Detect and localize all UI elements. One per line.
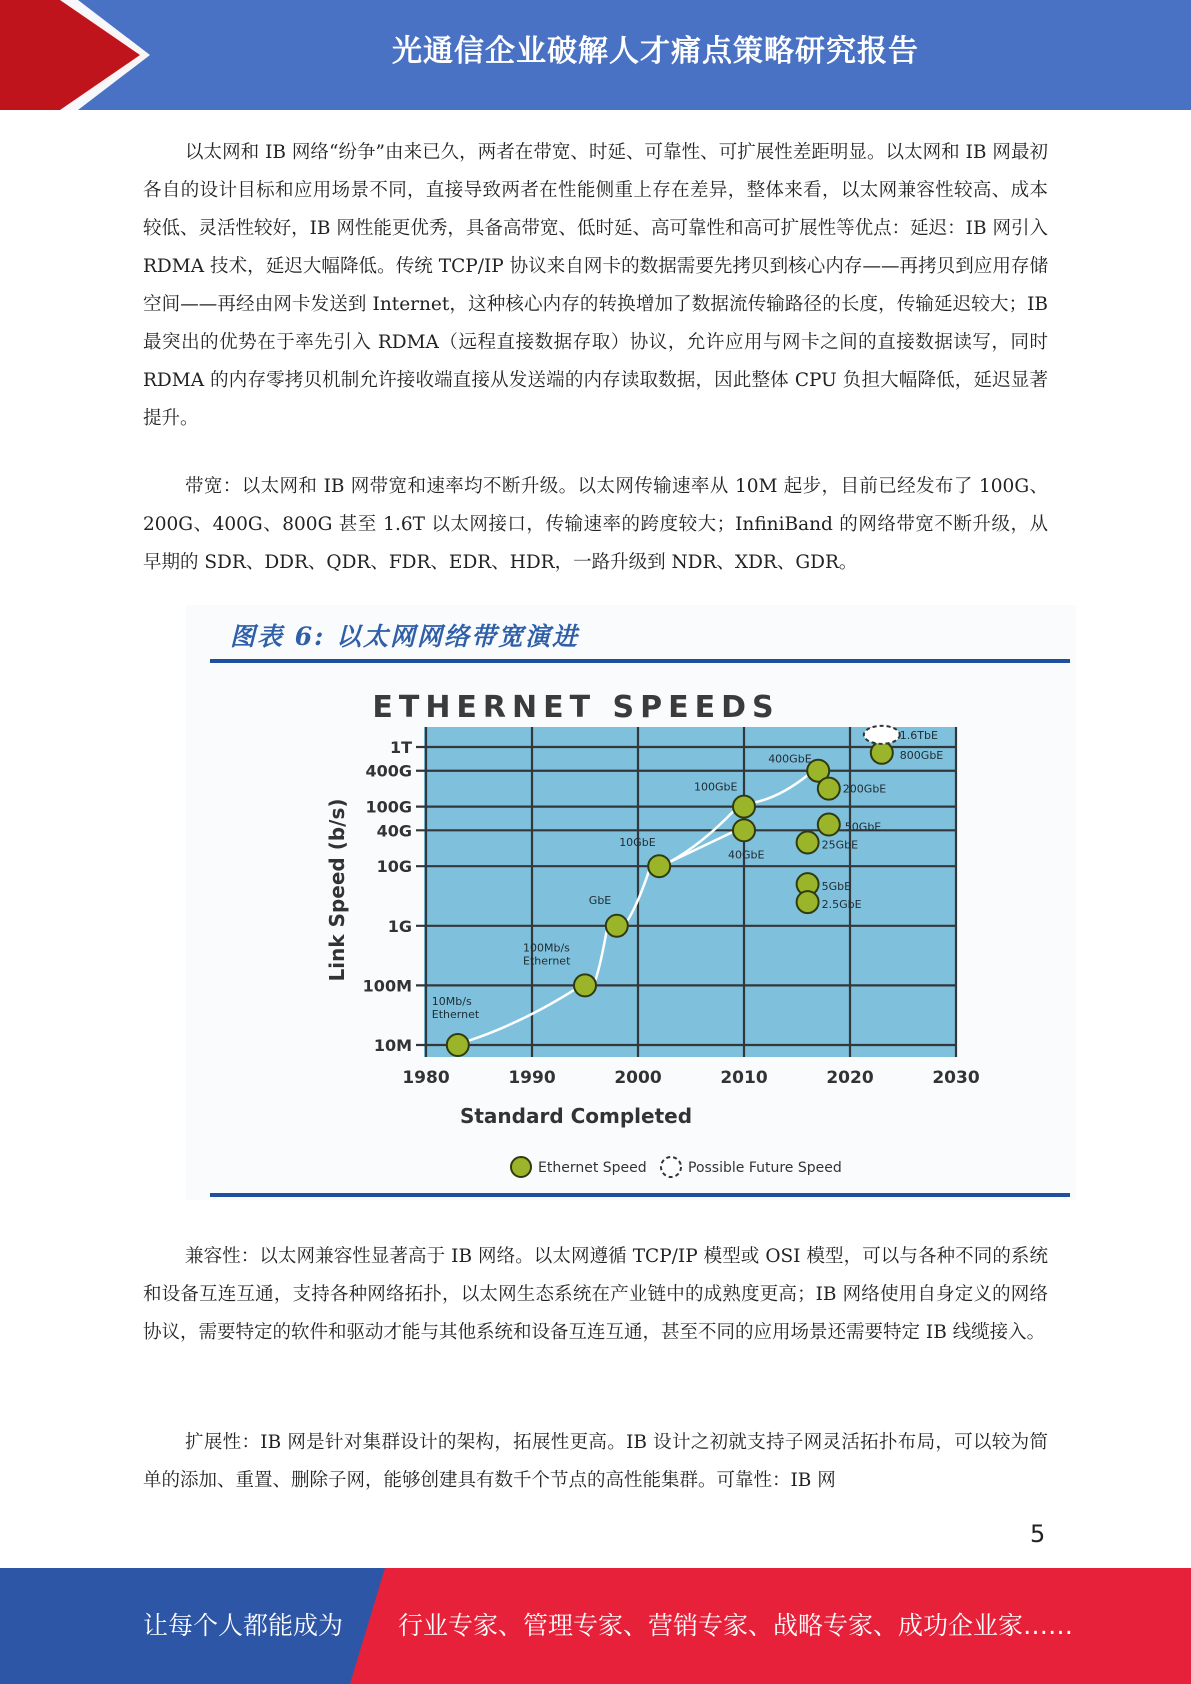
x-tick-label: 1990 <box>508 1068 556 1088</box>
page-title: 光通信企业破解人才痛点策略研究报告 <box>392 34 919 69</box>
ethernet-speed-point <box>648 855 670 877</box>
ethernet-speed-point <box>797 891 819 913</box>
point-label: 25GbE <box>821 838 859 852</box>
legend-label: Ethernet Speed <box>538 1160 647 1176</box>
paragraph-latency <box>143 134 1048 438</box>
paragraph-bandwidth <box>143 468 1048 582</box>
point-label: GbE <box>588 893 612 907</box>
ethernet-speed-point <box>818 778 840 800</box>
ethernet-speed-point <box>733 819 755 841</box>
point-label: 10GbE <box>619 836 656 850</box>
ethernet-speed-point <box>797 831 819 853</box>
figure-top-rule <box>210 659 1070 663</box>
paragraph-text: 兼容性：以太网兼容性显著高于 IB 网络。以太网遵循 TCP/IP 模型或 OSI 模型，可以与各种不同的系统和设备互连互通，支持各种网络拓扑，以太网生态系统在产业链中的成熟度更高；IB 网络使用自身定义的网络协议，需要特定的软件和驱动才能与其他系统和设备互连互通，甚至不同的应用场景还需要特定 IB 线缆接入。 <box>143 1246 1048 1343</box>
x-tick-label: 1980 <box>402 1068 450 1088</box>
x-tick-label: 2010 <box>720 1068 768 1088</box>
y-tick-label: 10G <box>376 857 412 877</box>
point-label: Ethernet <box>523 954 571 968</box>
x-tick-label: 2030 <box>932 1068 980 1088</box>
paragraph-text: 带宽：以太网和 IB 网带宽和速率均不断升级。以太网传输速率从 10M 起步，目前已经发布了 100G、200G、400G、800G 甚至 1.6T 以太网接口，传输速率的跨度较大；InfiniBand 的网络带宽不断升级，从早期的 SDR、DDR、QDR、FDR、EDR、HDR，一路升级到 NDR、XDR、GDR。 <box>143 476 1048 573</box>
point-label: 100GbE <box>694 780 738 794</box>
ethernet-speeds-chart <box>316 675 1036 1195</box>
legend-label: Possible Future Speed <box>688 1160 842 1176</box>
point-label: 200GbE <box>842 782 887 796</box>
ethernet-speed-point <box>447 1034 469 1056</box>
page-header <box>0 0 1191 110</box>
paragraph-text: 以太网和 IB 网络“纷争”由来已久，两者在带宽、时延、可靠性、可扩展性差距明显。以太网和 IB 网最初各自的设计目标和应用场景不同，直接导致两者在性能侧重上存在差异，整体来看，以太网兼容性较高、成本较低、灵活性较好，IB 网性能更优秀，具备高带宽、低时延、高可靠性和高可扩展性等优点：延迟：IB 网引入 RDMA 技术，延迟大幅降低。传统 TCP/IP 协议来自网卡的数据需要先拷贝到核心内存——再拷贝到应用存储空间——再经由网卡发送到 Internet，这种核心内存的转换增加了数据流传输路径的长度，传输延迟较大；IB 最突出的优势在于率先引入 RDMA（远程直接数据存取）协议，允许应用与网卡之间的直接数据读写，同时 RDMA 的内存零拷贝机制允许接收端直接从发送端的内存读取数据，因此整体 CPU 负担大幅降低，延迟显著提升。 <box>143 142 1048 429</box>
paragraph-text: 扩展性：IB 网是针对集群设计的架构，拓展性更高。IB 设计之初就支持子网灵活拓扑布局，可以较为简单的添加、重置、删除子网，能够创建具有数千个节点的高性能集群。可靠性：IB 网 <box>143 1432 1048 1491</box>
ethernet-speed-point <box>606 915 628 937</box>
ethernet-speed-point <box>574 974 596 996</box>
y-tick-label: 100G <box>365 797 412 817</box>
y-axis-label: Link Speed (b/s) <box>325 798 349 982</box>
point-label: Ethernet <box>431 1008 480 1021</box>
paragraph-compatibility <box>143 1238 1048 1352</box>
ethernet-speed-point <box>818 814 840 836</box>
legend-marker-future <box>661 1157 681 1177</box>
x-axis-label: Standard Completed <box>459 1104 693 1128</box>
x-tick-label: 2020 <box>826 1068 874 1088</box>
ethernet-speed-point <box>871 742 893 764</box>
paragraph-scalability <box>143 1424 1048 1500</box>
point-label: 800GbE <box>899 748 944 762</box>
plot-area <box>424 727 956 1057</box>
future-speed-point <box>864 726 900 744</box>
y-tick-label: 400G <box>365 761 412 781</box>
legend-marker-ethernet <box>511 1157 531 1177</box>
point-label: 50GbE <box>844 820 882 834</box>
page-number: 5 <box>1030 1520 1046 1548</box>
y-tick-label: 10M <box>373 1036 412 1055</box>
y-tick-label: 1T <box>389 738 412 757</box>
footer-slogan-right: 行业专家、管理专家、营销专家、战略专家、成功企业家…… <box>398 1611 1074 1640</box>
y-tick-label: 40G <box>376 821 412 841</box>
y-tick-label: 1G <box>387 916 412 936</box>
point-label: 40GbE <box>728 848 765 862</box>
chart-title: ETHERNET SPEEDS <box>372 690 780 725</box>
y-tick-label: 100M <box>362 976 412 996</box>
point-label: 1.6TbE <box>899 728 938 742</box>
point-label: 400GbE <box>768 752 812 766</box>
figure-caption: 图表 6: 以太网网络带宽演进 <box>230 622 580 651</box>
footer-slogan-left: 让每个人都能成为 <box>143 1611 344 1640</box>
point-label: 2.5GbE <box>821 898 862 912</box>
point-label: 5GbE <box>821 880 852 894</box>
ethernet-speed-point <box>733 796 755 818</box>
point-label: 10Mb/s <box>431 995 472 1008</box>
header-chevron <box>0 0 260 110</box>
page-footer <box>0 1568 1191 1684</box>
x-tick-label: 2000 <box>614 1068 662 1088</box>
point-label: 100Mb/s <box>523 941 570 955</box>
